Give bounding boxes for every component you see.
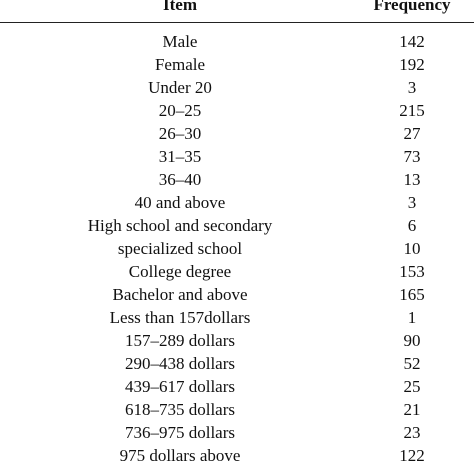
item-cell: Under 20 bbox=[148, 78, 212, 97]
item-cell: Female bbox=[154, 55, 206, 74]
frequency-cell: 122 bbox=[399, 446, 425, 465]
table-row bbox=[0, 99, 474, 122]
item-cell: 20–25 bbox=[158, 101, 202, 120]
frequency-cell: 10 bbox=[403, 239, 421, 258]
frequency-column-header: Frequency bbox=[373, 0, 451, 14]
frequency-cell: 142 bbox=[399, 32, 425, 51]
item-cell: 31–35 bbox=[158, 147, 202, 166]
table-row bbox=[0, 168, 474, 191]
frequency-cell: 21 bbox=[403, 400, 421, 419]
item-cell: 975 dollars above bbox=[119, 446, 241, 465]
item-cell: 157–289 dollars bbox=[124, 331, 236, 350]
table-row bbox=[0, 214, 474, 237]
table-row bbox=[0, 306, 474, 329]
item-cell: 290–438 dollars bbox=[124, 354, 236, 373]
table-row bbox=[0, 122, 474, 145]
frequency-cell: 3 bbox=[407, 78, 417, 97]
frequency-cell: 1 bbox=[407, 308, 417, 327]
table-row bbox=[0, 191, 474, 214]
frequency-cell: 73 bbox=[403, 147, 421, 166]
item-cell: 618–735 dollars bbox=[124, 400, 236, 419]
item-cell: 36–40 bbox=[158, 170, 202, 189]
table-row bbox=[0, 145, 474, 168]
table-row bbox=[0, 421, 474, 444]
item-cell: 736–975 dollars bbox=[124, 423, 236, 442]
frequency-cell: 52 bbox=[403, 354, 421, 373]
header-rule bbox=[0, 22, 474, 23]
table-row bbox=[0, 30, 474, 53]
table-row bbox=[0, 53, 474, 76]
frequency-cell: 153 bbox=[399, 262, 425, 281]
frequency-cell: 23 bbox=[403, 423, 421, 442]
table-header-row bbox=[0, 0, 474, 22]
table-row bbox=[0, 352, 474, 375]
table-row bbox=[0, 283, 474, 306]
frequency-cell: 13 bbox=[403, 170, 421, 189]
item-cell: 26–30 bbox=[158, 124, 202, 143]
item-cell: 40 and above bbox=[134, 193, 226, 212]
frequency-cell: 6 bbox=[407, 216, 417, 235]
item-cell: College degree bbox=[128, 262, 232, 281]
table-row bbox=[0, 375, 474, 398]
table-row bbox=[0, 444, 474, 467]
table-row bbox=[0, 260, 474, 283]
table-row bbox=[0, 237, 474, 260]
table-row bbox=[0, 76, 474, 99]
frequency-cell: 192 bbox=[399, 55, 425, 74]
frequency-cell: 3 bbox=[407, 193, 417, 212]
item-cell: High school and secondary bbox=[87, 216, 273, 235]
table-row bbox=[0, 398, 474, 421]
frequency-cell: 27 bbox=[403, 124, 421, 143]
frequency-cell: 25 bbox=[403, 377, 421, 396]
item-cell: Less than 157dollars bbox=[109, 308, 251, 327]
frequency-cell: 90 bbox=[403, 331, 421, 350]
table-body bbox=[0, 30, 474, 467]
item-column-header: Item bbox=[163, 0, 197, 14]
item-cell: Bachelor and above bbox=[112, 285, 248, 304]
frequency-cell: 165 bbox=[399, 285, 425, 304]
frequency-cell: 215 bbox=[399, 101, 425, 120]
item-cell: Male bbox=[162, 32, 198, 51]
table-row bbox=[0, 329, 474, 352]
item-cell: 439–617 dollars bbox=[124, 377, 236, 396]
item-cell: specialized school bbox=[117, 239, 243, 258]
